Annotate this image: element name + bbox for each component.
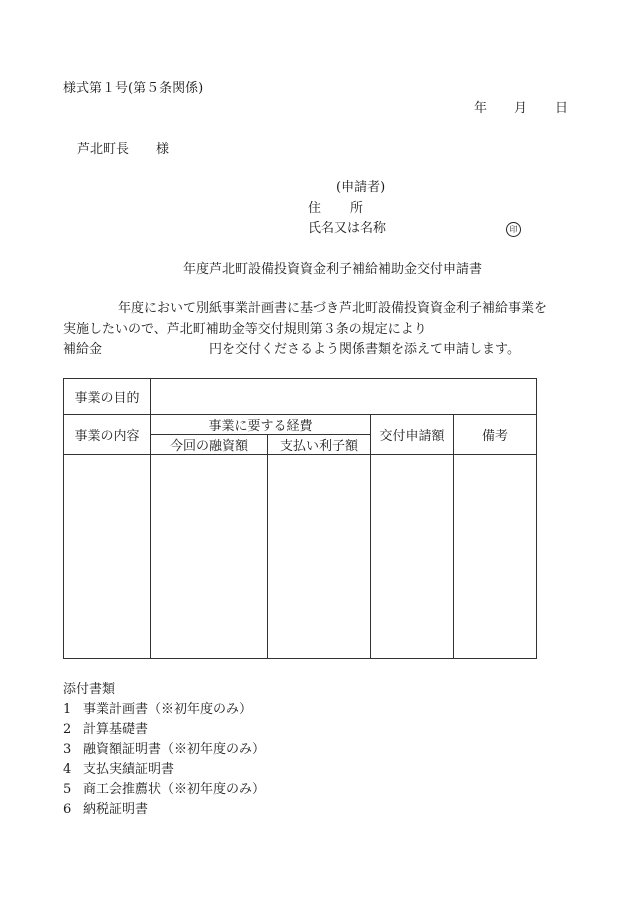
form-number: 様式第１号(第５条関係) bbox=[63, 81, 204, 96]
list-item-text: 事業計画書（※初年度のみ） bbox=[83, 702, 253, 717]
content-cell[interactable] bbox=[64, 455, 151, 659]
list-item-text: 納税証明書 bbox=[83, 802, 149, 817]
date-day: 日 bbox=[555, 101, 569, 116]
list-item bbox=[63, 760, 265, 780]
list-item bbox=[63, 780, 265, 800]
seal-icon: 印 bbox=[506, 222, 521, 237]
addressee-honorific: 様 bbox=[156, 142, 170, 157]
list-item-number: 2 bbox=[63, 722, 72, 737]
list-item-number: 3 bbox=[63, 742, 72, 757]
addressee-name: 芦北町長 bbox=[77, 142, 130, 157]
list-item-text: 商工会推薦状（※初年度のみ） bbox=[83, 782, 266, 797]
date-month: 月 bbox=[514, 101, 528, 116]
document-title: 年度芦北町設備投資資金利子補給補助金交付申請書 bbox=[183, 262, 483, 277]
attachments-heading: 添付書類 bbox=[63, 682, 116, 697]
expense-header: 事業に要する経費 bbox=[151, 415, 371, 435]
remarks-cell[interactable] bbox=[454, 455, 537, 659]
body-line-3-suffix: 円を交付くださるよう関係書類を添えて申請します。 bbox=[209, 342, 520, 357]
remarks-header: 備考 bbox=[454, 415, 537, 455]
list-item bbox=[63, 800, 265, 820]
body-line-2: 実施したいので、芦北町補助金等交付規則第３条の規定により bbox=[63, 322, 427, 337]
list-item-number: 5 bbox=[63, 782, 72, 797]
date-year: 年 bbox=[474, 101, 488, 116]
interest-paid-header: 支払い利子額 bbox=[268, 435, 371, 455]
purpose-cell[interactable] bbox=[151, 379, 537, 415]
list-item-number: 4 bbox=[63, 762, 72, 777]
list-item-text: 支払実績証明書 bbox=[83, 762, 175, 777]
list-item-text: 融資額証明書（※初年度のみ） bbox=[83, 742, 266, 757]
list-item-number: 1 bbox=[63, 702, 72, 717]
list-item-number: 6 bbox=[63, 802, 72, 817]
applicant-heading: (申請者) bbox=[336, 180, 386, 195]
loan-amount-cell[interactable] bbox=[151, 455, 268, 659]
list-item bbox=[63, 740, 265, 760]
name-label: 氏名又は名称 bbox=[308, 221, 387, 236]
body-line-3-prefix: 補給金 bbox=[63, 342, 103, 357]
address-label: 住 所 bbox=[308, 201, 365, 216]
loan-amount-header: 今回の融資額 bbox=[151, 435, 268, 455]
grant-amount-cell[interactable] bbox=[371, 455, 454, 659]
body-line-1: 年度において別紙事業計画書に基づき芦北町設備投資資金利子補給事業を bbox=[118, 301, 548, 316]
purpose-label: 事業の目的 bbox=[64, 379, 151, 415]
list-item bbox=[63, 720, 265, 740]
application-table bbox=[63, 378, 537, 659]
content-label: 事業の内容 bbox=[64, 415, 151, 455]
list-item-text: 計算基礎書 bbox=[83, 722, 149, 737]
list-item bbox=[63, 700, 265, 720]
attachments-list bbox=[63, 700, 265, 820]
grant-amount-header: 交付申請額 bbox=[371, 415, 454, 455]
interest-paid-cell[interactable] bbox=[268, 455, 371, 659]
